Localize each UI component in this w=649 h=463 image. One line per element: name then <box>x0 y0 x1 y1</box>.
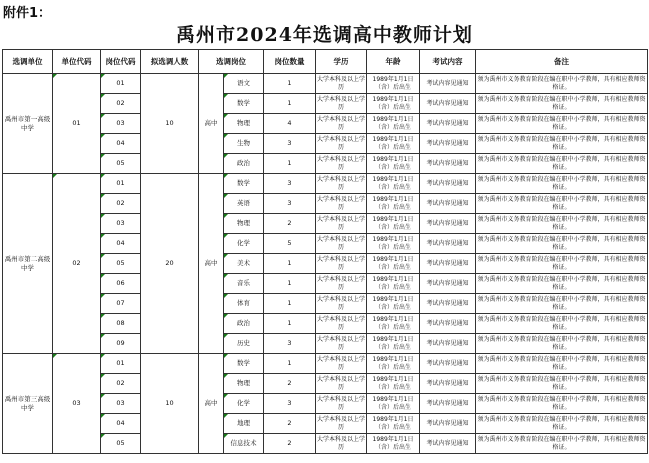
position-code-cell: 04 <box>101 134 141 154</box>
note-cell: 须为禹州市义务教育阶段在编在职中小学教师，具有相应教师资格证。 <box>476 94 648 114</box>
education-cell: 大学本科及以上学历 <box>316 354 367 374</box>
position-count-cell: 1 <box>264 94 316 114</box>
subject-cell: 化学 <box>224 234 264 254</box>
header-planned-count: 拟选调人数 <box>141 50 199 74</box>
note-cell: 须为禹州市义务教育阶段在编在职中小学教师，具有相应教师资格证。 <box>476 254 648 274</box>
subject-cell: 信息技术 <box>224 434 264 454</box>
note-cell: 须为禹州市义务教育阶段在编在职中小学教师，具有相应教师资格证。 <box>476 434 648 454</box>
education-cell: 大学本科及以上学历 <box>316 214 367 234</box>
age-cell: 1989年1月1日（含）后出生 <box>367 174 420 194</box>
position-type-cell: 高中 <box>199 74 224 174</box>
position-count-cell: 1 <box>264 274 316 294</box>
position-count-cell: 2 <box>264 214 316 234</box>
subject-cell: 物理 <box>224 374 264 394</box>
planned-count-cell: 10 <box>141 74 199 174</box>
position-count-cell: 2 <box>264 374 316 394</box>
education-cell: 大学本科及以上学历 <box>316 394 367 414</box>
age-cell: 1989年1月1日（含）后出生 <box>367 414 420 434</box>
position-code-cell: 01 <box>101 174 141 194</box>
education-cell: 大学本科及以上学历 <box>316 134 367 154</box>
position-code-cell: 05 <box>101 154 141 174</box>
unit-cell: 禹州市第三高级中学 <box>3 354 53 454</box>
position-count-cell: 1 <box>264 74 316 94</box>
subject-cell: 美术 <box>224 254 264 274</box>
table-row <box>3 354 648 374</box>
age-cell: 1989年1月1日（含）后出生 <box>367 374 420 394</box>
age-cell: 1989年1月1日（含）后出生 <box>367 334 420 354</box>
subject-cell: 物理 <box>224 214 264 234</box>
education-cell: 大学本科及以上学历 <box>316 254 367 274</box>
subject-cell: 英语 <box>224 194 264 214</box>
subject-cell: 语文 <box>224 74 264 94</box>
exam-cell: 考试内容见通知 <box>420 134 476 154</box>
position-count-cell: 2 <box>264 434 316 454</box>
exam-cell: 考试内容见通知 <box>420 74 476 94</box>
note-cell: 须为禹州市义务教育阶段在编在职中小学教师，具有相应教师资格证。 <box>476 354 648 374</box>
unit-code-cell: 03 <box>53 354 101 454</box>
exam-cell: 考试内容见通知 <box>420 274 476 294</box>
position-count-cell: 1 <box>264 254 316 274</box>
subject-cell: 历史 <box>224 334 264 354</box>
position-code-cell: 02 <box>101 194 141 214</box>
note-cell: 须为禹州市义务教育阶段在编在职中小学教师，具有相应教师资格证。 <box>476 414 648 434</box>
position-code-cell: 06 <box>101 274 141 294</box>
planned-count-cell: 10 <box>141 354 199 454</box>
education-cell: 大学本科及以上学历 <box>316 194 367 214</box>
position-count-cell: 2 <box>264 414 316 434</box>
exam-cell: 考试内容见通知 <box>420 314 476 334</box>
age-cell: 1989年1月1日（含）后出生 <box>367 134 420 154</box>
exam-cell: 考试内容见通知 <box>420 234 476 254</box>
education-cell: 大学本科及以上学历 <box>316 74 367 94</box>
education-cell: 大学本科及以上学历 <box>316 414 367 434</box>
note-cell: 须为禹州市义务教育阶段在编在职中小学教师，具有相应教师资格证。 <box>476 174 648 194</box>
exam-cell: 考试内容见通知 <box>420 154 476 174</box>
position-code-cell: 05 <box>101 254 141 274</box>
note-cell: 须为禹州市义务教育阶段在编在职中小学教师，具有相应教师资格证。 <box>476 134 648 154</box>
position-code-cell: 09 <box>101 334 141 354</box>
age-cell: 1989年1月1日（含）后出生 <box>367 234 420 254</box>
position-count-cell: 1 <box>264 294 316 314</box>
position-count-cell: 1 <box>264 154 316 174</box>
position-count-cell: 4 <box>264 114 316 134</box>
education-cell: 大学本科及以上学历 <box>316 114 367 134</box>
note-cell: 须为禹州市义务教育阶段在编在职中小学教师，具有相应教师资格证。 <box>476 74 648 94</box>
exam-cell: 考试内容见通知 <box>420 394 476 414</box>
position-count-cell: 3 <box>264 394 316 414</box>
age-cell: 1989年1月1日（含）后出生 <box>367 154 420 174</box>
position-count-cell: 1 <box>264 314 316 334</box>
age-cell: 1989年1月1日（含）后出生 <box>367 434 420 454</box>
position-type-cell: 高中 <box>199 174 224 354</box>
planned-count-cell: 20 <box>141 174 199 354</box>
position-count-cell: 5 <box>264 234 316 254</box>
age-cell: 1989年1月1日（含）后出生 <box>367 394 420 414</box>
education-cell: 大学本科及以上学历 <box>316 294 367 314</box>
header-unit-code: 单位代码 <box>53 50 101 74</box>
header-position: 选调岗位 <box>199 50 264 74</box>
header-position-code: 岗位代码 <box>101 50 141 74</box>
unit-cell: 禹州市第一高级中学 <box>3 74 53 174</box>
subject-cell: 地理 <box>224 414 264 434</box>
subject-cell: 音乐 <box>224 274 264 294</box>
education-cell: 大学本科及以上学历 <box>316 314 367 334</box>
header-exam: 考试内容 <box>420 50 476 74</box>
age-cell: 1989年1月1日（含）后出生 <box>367 214 420 234</box>
position-code-cell: 02 <box>101 94 141 114</box>
age-cell: 1989年1月1日（含）后出生 <box>367 354 420 374</box>
exam-cell: 考试内容见通知 <box>420 434 476 454</box>
education-cell: 大学本科及以上学历 <box>316 434 367 454</box>
education-cell: 大学本科及以上学历 <box>316 174 367 194</box>
position-code-cell: 04 <box>101 414 141 434</box>
age-cell: 1989年1月1日（含）后出生 <box>367 314 420 334</box>
note-cell: 须为禹州市义务教育阶段在编在职中小学教师，具有相应教师资格证。 <box>476 194 648 214</box>
subject-cell: 物理 <box>224 114 264 134</box>
exam-cell: 考试内容见通知 <box>420 334 476 354</box>
position-count-cell: 3 <box>264 194 316 214</box>
exam-cell: 考试内容见通知 <box>420 414 476 434</box>
position-code-cell: 08 <box>101 314 141 334</box>
subject-cell: 化学 <box>224 394 264 414</box>
note-cell: 须为禹州市义务教育阶段在编在职中小学教师，具有相应教师资格证。 <box>476 114 648 134</box>
position-code-cell: 05 <box>101 434 141 454</box>
position-code-cell: 03 <box>101 114 141 134</box>
note-cell: 须为禹州市义务教育阶段在编在职中小学教师，具有相应教师资格证。 <box>476 234 648 254</box>
exam-cell: 考试内容见通知 <box>420 354 476 374</box>
position-code-cell: 01 <box>101 74 141 94</box>
note-cell: 须为禹州市义务教育阶段在编在职中小学教师，具有相应教师资格证。 <box>476 274 648 294</box>
position-code-cell: 07 <box>101 294 141 314</box>
education-cell: 大学本科及以上学历 <box>316 334 367 354</box>
position-code-cell: 01 <box>101 354 141 374</box>
position-count-cell: 3 <box>264 334 316 354</box>
header-note: 备注 <box>476 50 648 74</box>
subject-cell: 政治 <box>224 314 264 334</box>
note-cell: 须为禹州市义务教育阶段在编在职中小学教师，具有相应教师资格证。 <box>476 294 648 314</box>
exam-cell: 考试内容见通知 <box>420 194 476 214</box>
header-unit: 选调单位 <box>3 50 53 74</box>
position-count-cell: 3 <box>264 134 316 154</box>
age-cell: 1989年1月1日（含）后出生 <box>367 74 420 94</box>
note-cell: 须为禹州市义务教育阶段在编在职中小学教师，具有相应教师资格证。 <box>476 334 648 354</box>
page-title: 禹州市2024年选调高中教师计划 <box>176 24 473 46</box>
position-code-cell: 03 <box>101 214 141 234</box>
exam-cell: 考试内容见通知 <box>420 294 476 314</box>
note-cell: 须为禹州市义务教育阶段在编在职中小学教师，具有相应教师资格证。 <box>476 154 648 174</box>
plan-table <box>2 49 648 454</box>
education-cell: 大学本科及以上学历 <box>316 94 367 114</box>
unit-code-cell: 02 <box>53 174 101 354</box>
position-code-cell: 03 <box>101 394 141 414</box>
table-row <box>3 174 648 194</box>
education-cell: 大学本科及以上学历 <box>316 374 367 394</box>
education-cell: 大学本科及以上学历 <box>316 154 367 174</box>
age-cell: 1989年1月1日（含）后出生 <box>367 294 420 314</box>
exam-cell: 考试内容见通知 <box>420 94 476 114</box>
position-type-cell: 高中 <box>199 354 224 454</box>
age-cell: 1989年1月1日（含）后出生 <box>367 114 420 134</box>
note-cell: 须为禹州市义务教育阶段在编在职中小学教师，具有相应教师资格证。 <box>476 214 648 234</box>
header-row <box>3 50 648 74</box>
unit-code-cell: 01 <box>53 74 101 174</box>
position-code-cell: 04 <box>101 234 141 254</box>
subject-cell: 体育 <box>224 294 264 314</box>
position-count-cell: 1 <box>264 354 316 374</box>
age-cell: 1989年1月1日（含）后出生 <box>367 194 420 214</box>
header-position-count: 岗位数量 <box>264 50 316 74</box>
subject-cell: 数学 <box>224 354 264 374</box>
header-education: 学历 <box>316 50 367 74</box>
exam-cell: 考试内容见通知 <box>420 214 476 234</box>
header-age: 年龄 <box>367 50 420 74</box>
age-cell: 1989年1月1日（含）后出生 <box>367 254 420 274</box>
exam-cell: 考试内容见通知 <box>420 114 476 134</box>
attachment-label: 附件1： <box>3 6 52 21</box>
education-cell: 大学本科及以上学历 <box>316 234 367 254</box>
education-cell: 大学本科及以上学历 <box>316 274 367 294</box>
exam-cell: 考试内容见通知 <box>420 174 476 194</box>
subject-cell: 政治 <box>224 154 264 174</box>
position-count-cell: 3 <box>264 174 316 194</box>
age-cell: 1989年1月1日（含）后出生 <box>367 274 420 294</box>
table-row <box>3 74 648 94</box>
exam-cell: 考试内容见通知 <box>420 254 476 274</box>
note-cell: 须为禹州市义务教育阶段在编在职中小学教师，具有相应教师资格证。 <box>476 314 648 334</box>
note-cell: 须为禹州市义务教育阶段在编在职中小学教师，具有相应教师资格证。 <box>476 374 648 394</box>
exam-cell: 考试内容见通知 <box>420 374 476 394</box>
subject-cell: 数学 <box>224 174 264 194</box>
position-code-cell: 02 <box>101 374 141 394</box>
unit-cell: 禹州市第二高级中学 <box>3 174 53 354</box>
note-cell: 须为禹州市义务教育阶段在编在职中小学教师，具有相应教师资格证。 <box>476 394 648 414</box>
subject-cell: 生物 <box>224 134 264 154</box>
age-cell: 1989年1月1日（含）后出生 <box>367 94 420 114</box>
subject-cell: 数学 <box>224 94 264 114</box>
